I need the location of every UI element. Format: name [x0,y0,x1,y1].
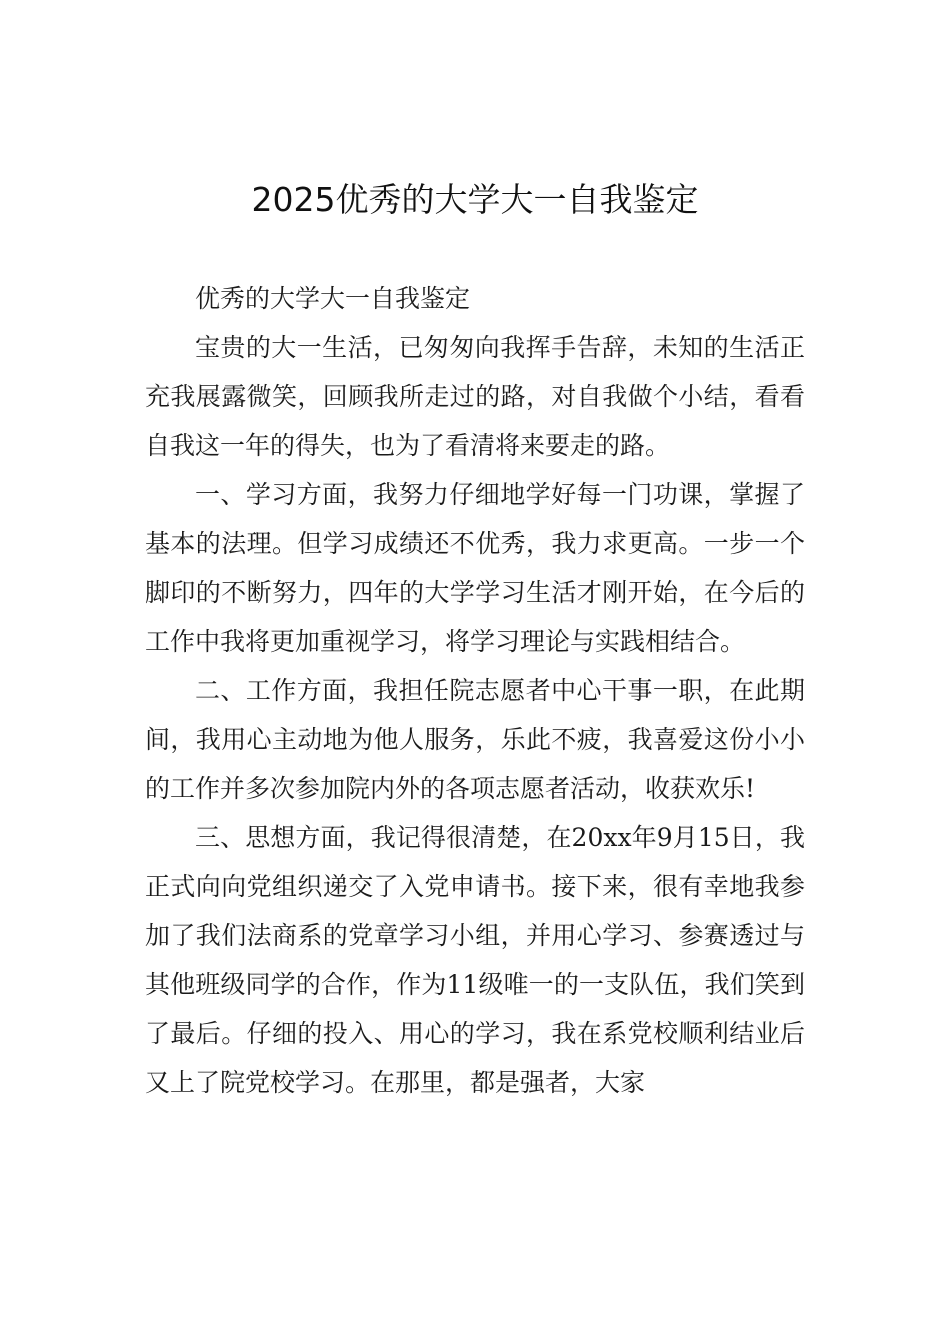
paragraph-study: 一、学习方面，我努力仔细地学好每一门功课，掌握了基本的法理。但学习成绩还不优秀，我力求更高。一步一个脚印的不断努力，四年的大学学习生活才刚开始，在今后的工作中我将更加重视学习，将学习理论与实践相结合。 [145,480,805,656]
paragraph-thought: 三、思想方面，我记得很清楚，在20xx年9月15日，我正式向向党组织递交了入党申请书。接下来，很有幸地我参加了我们法商系的党章学习小组，并用心学习、参赛透过与其他班级同学的合作，作为11级唯一的一支队伍，我们笑到了最后。仔细的投入、用心的学习，我在系党校顺利结业后又上了院党校学习。在那里，都是强者，大家 [145,823,805,1097]
paragraph-intro: 宝贵的大一生活，已匆匆向我挥手告辞，未知的生活正充我展露微笑，回顾我所走过的路，对自我做个小结，看看自我这一年的得失，也为了看清将来要走的路。 [145,333,805,460]
paragraph-subtitle: 优秀的大学大一自我鉴定 [195,284,471,313]
document-body [145,274,805,1107]
document-title: 2025优秀的大学大一自我鉴定 [251,180,699,219]
paragraph-work: 二、工作方面，我担任院志愿者中心干事一职，在此期间，我用心主动地为他人服务，乐此不疲，我喜爱这份小小的工作并多次参加院内外的各项志愿者活动，收获欢乐! [145,676,805,803]
